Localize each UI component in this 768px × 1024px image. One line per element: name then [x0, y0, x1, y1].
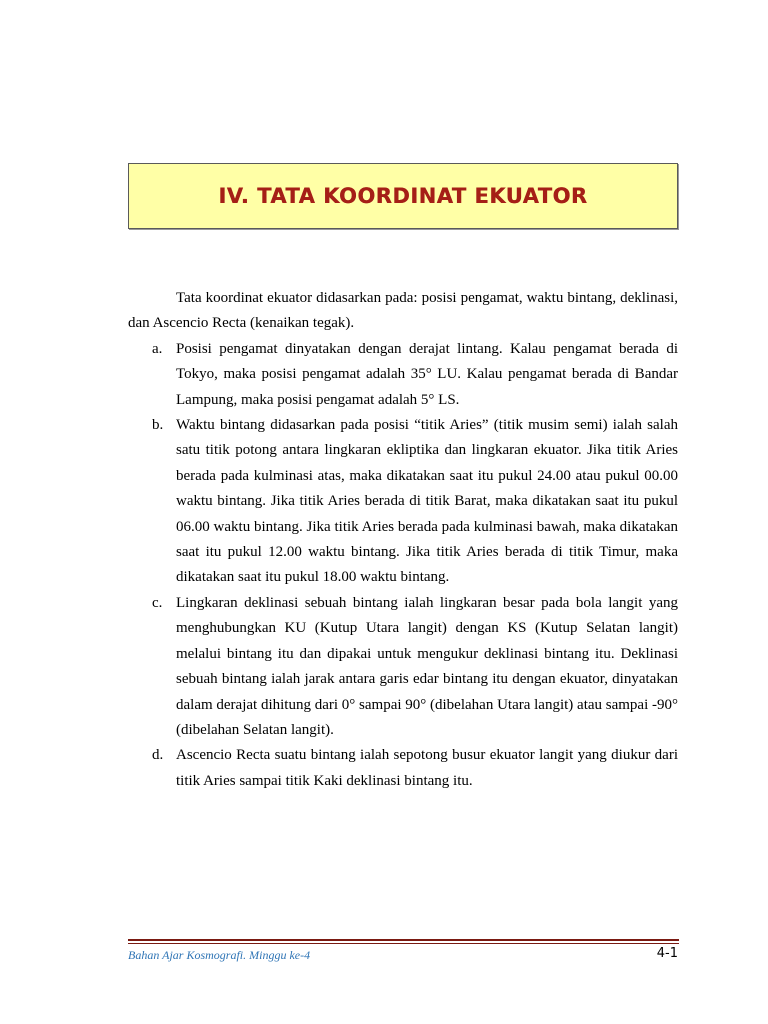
intro-paragraph: Tata koordinat ekuator didasarkan pada: posisi pengamat, waktu bintang, deklinasi, dan Ascencio Recta (kenaikan tegak). [128, 290, 678, 332]
list-marker: d. [152, 747, 164, 764]
page-number: 4-1 [656, 946, 678, 961]
list-item [128, 337, 678, 413]
list-item-text: Waktu bintang didasarkan pada posisi “titik Aries” (titik musim semi) ialah salah satu titik potong antara lingkaran ekliptika dan lingkaran ekuator. Jika titik Aries berada pada kulminasi atas, maka dikatakan saat itu pukul 24.00 atau pukul 00.00 waktu bintang. Jika titik Aries berada di titik Barat, maka dikatakan saat itu pukul 06.00 waktu bintang. Jika titik Aries berada pada kulminasi bawah, maka dikatakan saat itu pukul 12.00 waktu bintang. Jika titik Aries berada di titik Timur, maka dikatakan saat itu pukul 18.00 waktu bintang. [176, 417, 678, 586]
list-marker: c. [152, 594, 163, 611]
list-marker: a. [152, 340, 163, 357]
list-item [128, 743, 678, 794]
body-text [128, 286, 678, 794]
definition-list [128, 337, 678, 794]
footer-divider-thin [128, 943, 679, 944]
chapter-title-box [128, 163, 678, 229]
list-item-text: Lingkaran deklinasi sebuah bintang ialah lingkaran besar pada bola langit yang menghubungkan KU (Kutup Utara langit) dengan KS (Kutup Selatan langit) melalui bintang itu dan dipakai untuk mengukur deklinasi bintang itu. Deklinasi sebuah bintang ialah jarak antara garis edar bintang itu dengan ekuator, dinyatakan dalam derajat dihitung dari 0° sampai 90° (dibelahan Utara langit) atau sampai -90° (dibelahan Selatan langit). [176, 594, 678, 738]
chapter-title: IV. TATA KOORDINAT EKUATOR [218, 184, 588, 208]
list-item-text: Posisi pengamat dinyatakan dengan derajat lintang. Kalau pengamat berada di Tokyo, maka posisi pengamat adalah 35° LU. Kalau pengamat berada di Bandar Lampung, maka posisi pengamat adalah 5° LS. [176, 340, 678, 408]
list-item-text: Ascencio Recta suatu bintang ialah sepotong busur ekuator langit yang diukur dari titik Aries sampai titik Kaki deklinasi bintang itu. [176, 747, 678, 789]
footer-divider-thick [128, 939, 679, 941]
list-item [128, 413, 678, 591]
footer-course-label: Bahan Ajar Kosmografi. Minggu ke-4 [128, 948, 311, 962]
list-item [128, 591, 678, 743]
list-marker: b. [152, 417, 164, 434]
